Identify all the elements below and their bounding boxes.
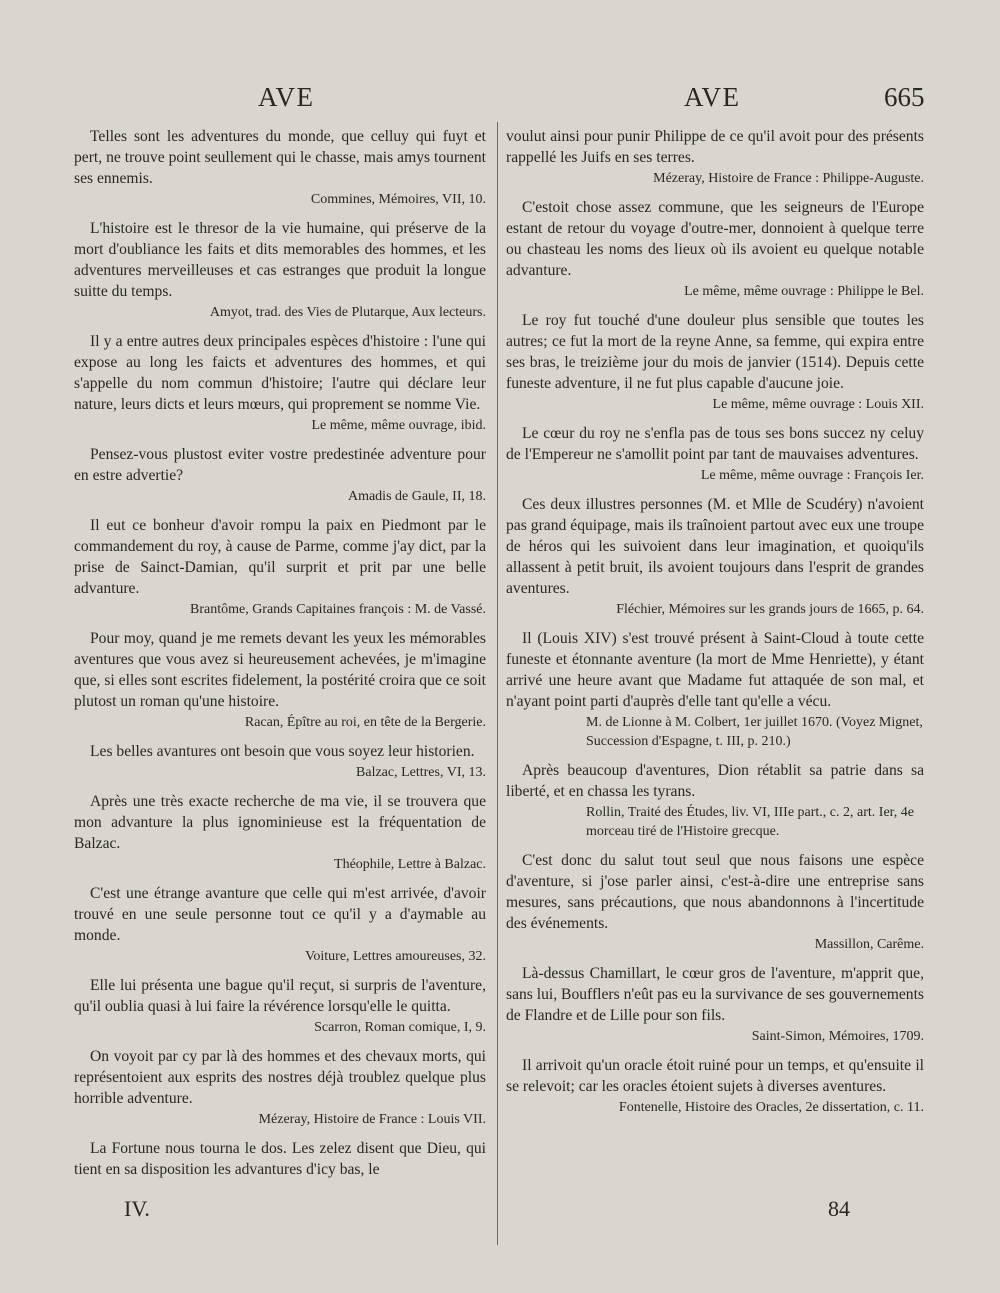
quotation-text: Il (Louis XIV) s'est trouvé présent à Saint-Cloud à toute cette funeste et étonnante aventure (la mort de Mme Henriette), y étant arrivé une heure avant que Madame fut attaquée de son mal, et n'ayant point parti d'auprès d'elle tant qu'elle a vécu. (506, 630, 924, 710)
citation-block (74, 1046, 486, 1129)
quotation-text: Les belles avantures ont besoin que vous soyez leur historien. (90, 743, 475, 760)
quotation-text: La Fortune nous tourna le dos. Les zelez disent que Dieu, qui tient en sa disposition les advantures d'icy bas, le (74, 1140, 486, 1178)
citation-source: Commines, Mémoires, VII, 10. (310, 192, 486, 207)
citation-block (74, 218, 486, 322)
citation-source: Le même, même ouvrage, ibid. (311, 418, 486, 433)
citation-block (74, 628, 486, 732)
citation-source: Fléchier, Mémoires sur les grands jours de 1665, p. 64. (616, 602, 924, 617)
citation-block (506, 628, 924, 751)
citation-block (74, 883, 486, 966)
citation-block (506, 310, 924, 414)
quotation-text: Il eut ce bonheur d'avoir rompu la paix en Piedmont par le commandement du roy, à cause de Parme, comme j'ay dict, par la prise de Sainct-Damian, qu'il surprit et prit par une belle advanture. (74, 517, 486, 597)
quotation-text: Il arrivoit qu'un oracle étoit ruiné pour un temps, et qu'ensuite il se relevoit; car les oracles étoient sujets à diverses aventures. (506, 1057, 924, 1095)
quotation-text: Ces deux illustres personnes (M. et Mlle de Scudéry) n'avoient pas grand équipage, mais ils traînoient partout avec eux une troupe de héros qui les suivoient dans leur imagination, et quoiqu'ils allassent à petit bruit, ils avoient toujours dans l'esprit de grandes aventures. (506, 496, 924, 597)
citation-source: Amadis de Gaule, II, 18. (347, 489, 486, 504)
citation-block (506, 760, 924, 841)
left-column (74, 126, 486, 1189)
citation-block (74, 975, 486, 1037)
citation-source: Rollin, Traité des Études, liv. VI, IIIe part., c. 2, art. Ier, 4e morceau tiré de l'Histoire grecque. (586, 805, 914, 839)
citation-source: Balzac, Lettres, VI, 13. (356, 765, 486, 780)
quotation-text: L'histoire est le thresor de la vie humaine, qui préserve de la mort d'oubliance les faits et dits memorables des hommes, et les adventures merveilleuses et cas estranges que produit la longue suitte du temps. (74, 220, 486, 300)
citation-block (74, 331, 486, 435)
citation-source: Brantôme, Grands Capitaines françois : M. de Vassé. (189, 602, 486, 617)
citation-source: Mézeray, Histoire de France : Philippe-Auguste. (653, 171, 924, 186)
citation-block (74, 741, 486, 782)
citation-block (74, 444, 486, 506)
quotation-text: Pour moy, quand je me remets devant les yeux les mémorables aventures que vous avez si heureusement achevées, je m'imagine que, si elles sont escrites fidelement, la postérité croira que ce soit plutost un roman qu'une histoire. (74, 630, 486, 710)
quotation-text: Pensez-vous plustost eviter vostre predestinée adventure pour en estre advertie? (74, 446, 486, 484)
quotation-text: Le cœur du roy ne s'enfla pas de tous ses bons succez ny celuy de l'Empereur ne s'amollit point par tant de mauvaises adventures. (506, 425, 924, 463)
right-running-head: AVE (684, 82, 741, 112)
citation-source: Le même, même ouvrage : Philippe le Bel. (684, 284, 924, 299)
citation-block (506, 197, 924, 301)
citation-source: Racan, Épître au roi, en tête de la Bergerie. (244, 715, 486, 730)
quotation-text: Il y a entre autres deux principales espèces d'histoire : l'une qui expose au long les faicts et adventures des hommes, et qui s'appelle du nom commun d'histoire; l'autre qui déclare leur nature, leurs dicts et leurs mœurs, qui proprement se nomme Vie. (74, 333, 486, 413)
citation-block (506, 1055, 924, 1117)
citation-source: Saint-Simon, Mémoires, 1709. (751, 1029, 924, 1044)
citation-source: M. de Lionne à M. Colbert, 1er juillet 1670. (Voyez Mignet, Succession d'Espagne, t. III, p. 210.) (586, 715, 923, 749)
quotation-text: On voyoit par cy par là des hommes et des chevaux morts, qui représentoient aux esprits des nostres déjà troublez quelque plus horrible adventure. (74, 1048, 486, 1107)
citation-block (506, 126, 924, 188)
quotation-text: Après une très exacte recherche de ma vie, il se trouvera que mon advanture la plus ignominieuse est la fréquentation de Balzac. (74, 793, 486, 852)
citation-block (506, 850, 924, 954)
citation-source: Théophile, Lettre à Balzac. (334, 857, 486, 872)
volume-number: IV. (124, 1196, 150, 1221)
citation-source: Scarron, Roman comique, I, 9. (314, 1020, 486, 1035)
quotation-text: Après beaucoup d'aventures, Dion rétablit sa patrie dans sa liberté, et en chassa les tyrans. (506, 762, 924, 800)
left-running-head: AVE (258, 82, 315, 112)
citation-source: Massillon, Carême. (814, 937, 924, 952)
quotation-text: C'est donc du salut tout seul que nous faisons une espèce d'aventure, si j'ose parler ainsi, c'est-à-dire une entreprise sans mesures, sans précautions, que nous abandonnons à l'incertitude des événements. (506, 852, 924, 932)
citation-source: Fontenelle, Histoire des Oracles, 2e dissertation, c. 11. (618, 1100, 924, 1115)
citation-block (74, 126, 486, 209)
right-column (506, 126, 924, 1126)
citation-block (74, 791, 486, 874)
signature-mark: 84 (828, 1196, 850, 1221)
page-number: 665 (884, 82, 925, 112)
citation-block (506, 963, 924, 1046)
citation-source: Voiture, Lettres amoureuses, 32. (305, 949, 486, 964)
citation-block (506, 423, 924, 485)
quotation-text: C'est une étrange avanture que celle qui m'est arrivée, d'avoir trouvé en une seule personne tout ce qu'il y a d'aymable au monde. (74, 885, 486, 944)
quotation-text: C'estoit chose assez commune, que les seigneurs de l'Europe estant de retour du voyage d'outre-mer, donnoient à quelque terre ou chasteau les noms des lieux où ils avoient eu quelque notable advanture. (506, 199, 924, 279)
citation-source: Le même, même ouvrage : Louis XII. (712, 397, 924, 412)
citation-source: Mézeray, Histoire de France : Louis VII. (258, 1112, 486, 1127)
citation-block (506, 494, 924, 619)
citation-block (74, 515, 486, 619)
citation-block (74, 1138, 486, 1180)
column-divider (497, 122, 498, 1245)
quotation-text: Là-dessus Chamillart, le cœur gros de l'aventure, m'apprit que, sans lui, Boufflers n'eût pas eu la survivance de ses gouvernements de Flandre et de Lille pour son fils. (506, 965, 924, 1024)
quotation-text: Telles sont les adventures du monde, que celluy qui fuyt et pert, ne trouve point seullement qui le chasse, mais amys tournent ses ennemis. (74, 128, 486, 187)
quotation-text: Elle lui présenta une bague qu'il reçut, si surpris de l'aventure, qu'il oublia quasi à lui faire la révérence lorsqu'elle le quitta. (74, 977, 486, 1015)
citation-source: Le même, même ouvrage : François Ier. (700, 468, 924, 483)
quotation-text: Le roy fut touché d'une douleur plus sensible que toutes les autres; ce fut la mort de la reyne Anne, sa femme, qui expira entre ses bras, le treizième jour du mois de janvier (1514). Depuis cette funeste adventure, il ne fut plus capable d'aucune joie. (506, 312, 924, 392)
quotation-text: voulut ainsi pour punir Philippe de ce qu'il avoit pour des présents rappellé les Juifs en ses terres. (506, 128, 924, 166)
citation-source: Amyot, trad. des Vies de Plutarque, Aux lecteurs. (209, 305, 486, 320)
